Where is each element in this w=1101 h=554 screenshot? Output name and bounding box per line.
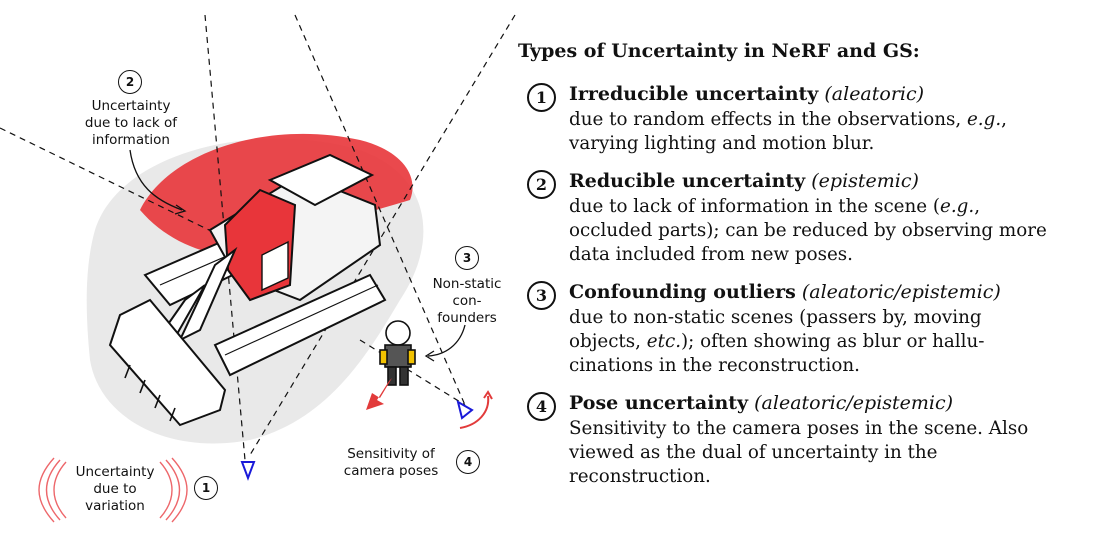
motion-arrow: [366, 378, 392, 410]
item-number-badge: 4: [527, 392, 556, 421]
item-kind: (epistemic): [811, 170, 919, 192]
item-name: Pose uncertainty: [569, 392, 749, 414]
item-heading: [569, 82, 1078, 106]
item-description: due to lack of information in the scene (e.g., occluded parts); can be reduced by observing more data included from new poses.: [569, 196, 1047, 265]
item-name: Confounding outliers: [569, 281, 796, 303]
item-number-badge: 2: [527, 170, 556, 199]
item-heading: [569, 391, 1078, 415]
item-heading: [569, 169, 1078, 193]
item-number-badge: 1: [527, 83, 556, 112]
item-description: due to random effects in the observations, e.g., varying lighting and motion blur.: [569, 109, 1007, 154]
item-kind: (aleatoric/epistemic): [754, 392, 954, 414]
badge-4: 4: [456, 450, 480, 474]
badge-2: 2: [118, 70, 142, 94]
item-kind: (aleatoric/epistemic): [801, 281, 1001, 303]
item-kind: (aleatoric): [824, 83, 925, 105]
item-name: Irreducible uncertainty: [569, 83, 819, 105]
uncertainty-item-1: [518, 82, 1078, 156]
uncertainty-item-2: [518, 169, 1078, 267]
non-static-confounders-label: Non-static con- founders: [432, 276, 502, 326]
uncertainty-item-4: [518, 391, 1078, 489]
uncertainty-item-3: [518, 280, 1078, 378]
variation-label: Uncertainty due to variation: [75, 464, 155, 514]
uncertainty-illustration: [0, 0, 500, 554]
badge-1: 1: [194, 476, 218, 500]
camera-pose-sensitivity-label: Sensitivity of camera poses: [343, 446, 439, 479]
item-name: Reducible uncertainty: [569, 170, 806, 192]
badge-3: 3: [455, 246, 479, 270]
camera-1: [242, 462, 254, 478]
item-heading: [569, 280, 1078, 304]
item-description: Sensitivity to the camera poses in the scene. Also viewed as the dual of uncertainty in the reconstruction.: [569, 418, 1029, 487]
item-number-badge: 3: [527, 281, 556, 310]
uncertainty-types-panel: [518, 40, 1078, 502]
item-description: due to non-static scenes (passers by, moving objects, etc.); often showing as blur or hallu-cinations in the reconstruction.: [569, 307, 985, 376]
lack-of-information-label: Uncertainty due to lack of information: [84, 98, 178, 148]
pose-rotation-arrow: [460, 396, 488, 428]
panel-title: Types of Uncertainty in NeRF and GS:: [518, 40, 920, 62]
worker-figure: [380, 321, 415, 385]
